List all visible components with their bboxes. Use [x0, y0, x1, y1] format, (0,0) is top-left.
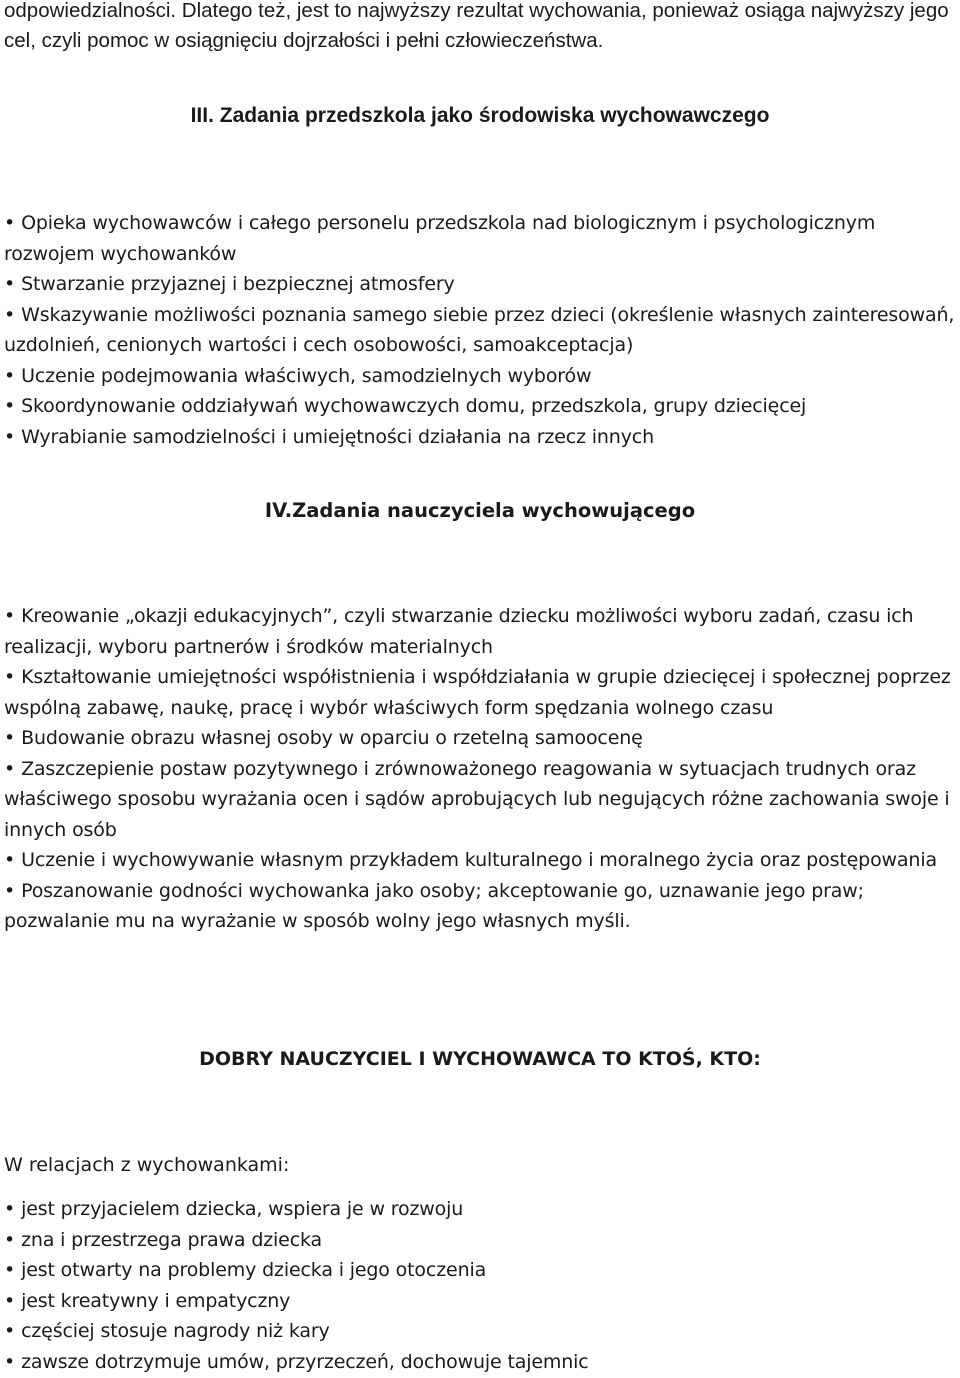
- list-item: • jest przyjacielem dziecka, wspiera je w rozwoju: [4, 1198, 464, 1220]
- section-3-list: [4, 208, 956, 452]
- bullet-icon: •: [4, 425, 16, 448]
- bullet-icon: •: [4, 727, 16, 749]
- list-item: • Wyrabianie samodzielności i umiejętności działania na rzecz innych: [4, 425, 654, 448]
- good-teacher-list: [4, 1194, 956, 1378]
- relations-label: W relacjach z wychowankami:: [4, 1154, 290, 1176]
- section-4-list: [4, 601, 956, 937]
- list-item: • jest otwarty na problemy dziecka i jego otoczenia: [4, 1259, 487, 1282]
- list-item: • Uczenie i wychowywanie własnym przykładem kulturalnego i moralnego życia oraz postępowania: [4, 849, 937, 871]
- list-item: • Kreowanie „okazji edukacyjnych”, czyli stwarzanie dziecku możliwości wyboru zadań, czasu ich realizacji, wyboru partnerów i środków materialnych: [4, 605, 914, 658]
- bullet-icon: •: [4, 395, 16, 417]
- bullet-icon: •: [4, 273, 16, 295]
- list-item: • Skoordynowanie oddziaływań wychowawczych domu, przedszkola, grupy dziecięcej: [4, 395, 807, 417]
- list-item: • częściej stosuje nagrody niż kary: [4, 1320, 330, 1343]
- list-item: • zna i przestrzega prawa dziecka: [4, 1228, 323, 1251]
- list-item: • Poszanowanie godności wychowanka jako osoby; akceptowanie go, uznawanie jego praw; pozwalanie mu na wyrażanie w sposób wolny jego własnych myśli.: [4, 879, 864, 932]
- bullet-icon: •: [4, 1320, 16, 1343]
- bullet-icon: •: [4, 1198, 16, 1220]
- bullet-icon: •: [4, 849, 16, 871]
- bullet-icon: •: [4, 757, 16, 780]
- list-item: • Stwarzanie przyjaznej i bezpiecznej atmosfery: [4, 273, 455, 295]
- bullet-icon: •: [4, 364, 16, 387]
- bullet-icon: •: [4, 666, 16, 688]
- list-item: • zawsze dotrzymuje umów, przyrzeczeń, dochowuje tajemnic: [4, 1350, 589, 1373]
- bullet-icon: •: [4, 1259, 16, 1282]
- list-item: • Budowanie obrazu własnej osoby w oparciu o rzetelną samoocenę: [4, 727, 643, 749]
- bullet-icon: •: [4, 212, 16, 234]
- bullet-icon: •: [4, 879, 16, 902]
- bullet-icon: •: [4, 605, 16, 627]
- intro-paragraph: odpowiedzialności. Dlatego też, jest to najwyższy rezultat wychowania, ponieważ osiąga najwyższy jego cel, czyli pomoc w osiągnięciu dojrzałości i pełni człowieczeństwa.: [4, 0, 949, 52]
- section-4-heading: IV.Zadania nauczyciela wychowującego: [264, 499, 696, 522]
- list-item: • Zaszczepienie postaw pozytywnego i zrównoważonego reagowania w sytuacjach trudnych oraz właściwego sposobu wyrażania ocen i sądów aprobujących lub negujących różne zachowania swoje i innych osób: [4, 757, 950, 841]
- section-3-heading: III. Zadania przedszkola jako środowiska wychowawczego: [190, 104, 770, 127]
- bullet-icon: •: [4, 1228, 16, 1251]
- bullet-icon: •: [4, 303, 16, 326]
- list-item: • Uczenie podejmowania właściwych, samodzielnych wyborów: [4, 364, 592, 387]
- good-teacher-heading: DOBRY NAUCZYCIEL I WYCHOWAWCA TO KTOŚ, KTO:: [199, 1048, 761, 1070]
- list-item: • Wskazywanie możliwości poznania samego siebie przez dzieci (określenie własnych zainteresowań, uzdolnień, cenionych wartości i cech osobowości, samoakceptacja): [4, 303, 955, 356]
- list-item: • Opieka wychowawców i całego personelu przedszkola nad biologicznym i psychologicznym rozwojem wychowanków: [4, 212, 876, 265]
- bullet-icon: •: [4, 1289, 16, 1312]
- bullet-icon: •: [4, 1350, 16, 1373]
- list-item: • Kształtowanie umiejętności współistnienia i współdziałania w grupie dziecięcej i społecznej poprzez wspólną zabawę, naukę, pracę i wybór właściwych form spędzania wolnego czasu: [4, 666, 951, 719]
- list-item: • jest kreatywny i empatyczny: [4, 1289, 291, 1312]
